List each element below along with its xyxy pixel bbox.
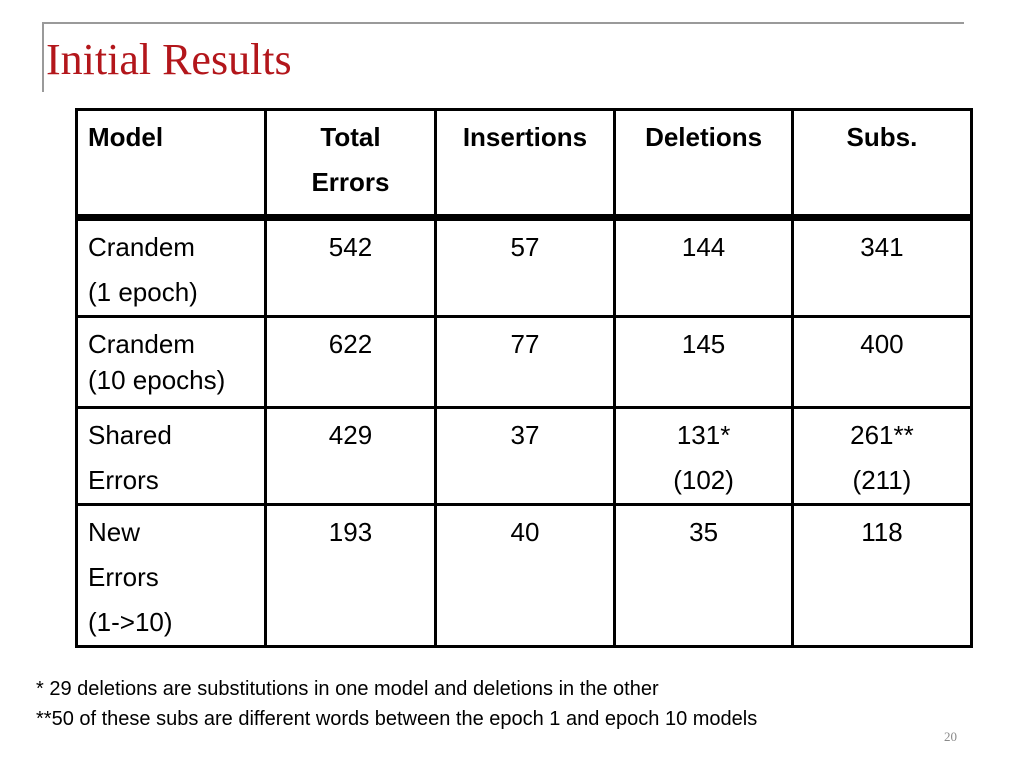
cell-deletions [615,408,793,505]
results-table [75,108,973,648]
cell-insertions: 57 [435,218,615,317]
cell-total-errors: 429 [266,408,435,505]
footnotes [36,674,757,734]
header-total-line1: Total [320,122,381,152]
header-insertions-label: Insertions [462,122,588,152]
cell-insertions: 37 [435,408,615,505]
page-number: 20 [944,729,957,744]
model-name: Crandem [88,329,195,359]
header-deletions-label: Deletions [645,122,763,152]
slide-title: Initial Results [46,35,292,84]
table-row [77,505,972,647]
cell-model [77,505,266,647]
cell-insertions: 77 [435,317,615,408]
model-detail-range: (1->10) [88,607,173,637]
header-insertions [435,110,615,218]
model-name: New [88,517,141,547]
header-model [77,110,266,218]
cell-total-errors: 193 [266,505,435,647]
header-model-label: Model [88,122,164,152]
table-row [77,317,972,408]
cell-subs [792,408,971,505]
deletions-subvalue: (102) [673,465,734,495]
cell-insertions: 40 [435,505,615,647]
table-header-row [77,110,972,218]
model-name: Crandem [88,232,195,262]
header-subs-label: Subs. [846,122,918,152]
table-row [77,218,972,317]
footnote-subs: **50 of these subs are different words between the epoch 1 and epoch 10 models [36,708,758,730]
cell-total-errors: 542 [266,218,435,317]
cell-deletions: 144 [615,218,793,317]
slide-frame-left-rule [42,22,44,92]
cell-subs: 118 [792,505,971,647]
cell-total-errors: 622 [266,317,435,408]
model-detail: (10 epochs) [88,365,226,395]
header-total-errors [266,110,435,218]
footnote-deletions: * 29 deletions are substitutions in one model and deletions in the other [36,678,659,700]
slide-frame-top-rule [42,22,964,24]
deletions-value: 131* [676,420,731,450]
cell-deletions: 35 [615,505,793,647]
model-detail: Errors [88,562,159,592]
header-total-line2: Errors [311,167,390,197]
cell-model [77,408,266,505]
model-name: Shared [88,420,172,450]
header-subs [792,110,971,218]
cell-deletions: 145 [615,317,793,408]
cell-model [77,218,266,317]
model-detail: (1 epoch) [88,277,198,307]
header-deletions [615,110,793,218]
cell-subs: 400 [792,317,971,408]
subs-value: 261** [850,420,914,450]
model-detail: Errors [88,465,159,495]
cell-subs: 341 [792,218,971,317]
cell-model [77,317,266,408]
table-row [77,408,972,505]
subs-subvalue: (211) [852,465,912,495]
